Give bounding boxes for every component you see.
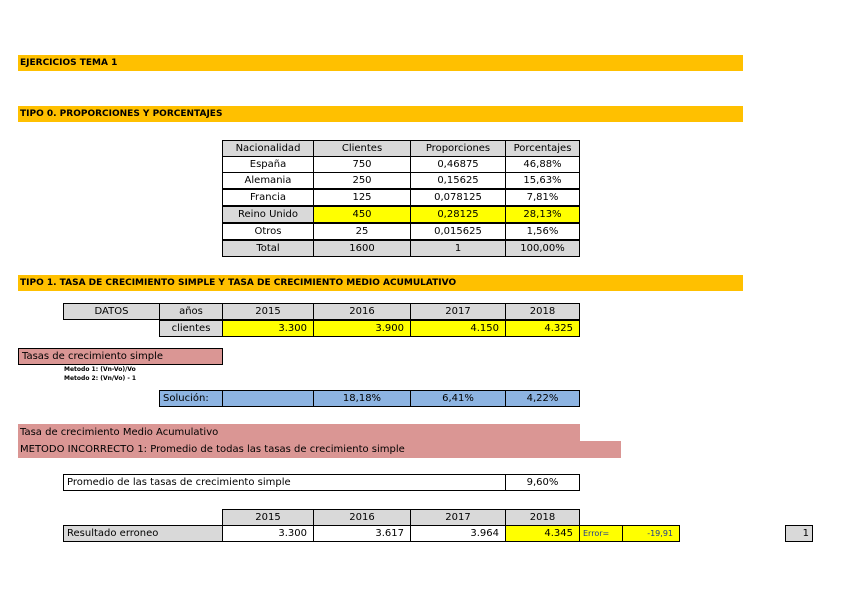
title-text: EJERCICIOS TEMA 1 xyxy=(20,58,118,68)
title-banner xyxy=(18,55,743,71)
row-otros-nacionalidad[interactable]: Otros xyxy=(222,223,314,240)
years-label[interactable]: años xyxy=(159,303,223,320)
clients-2015[interactable]: 3.300 xyxy=(222,320,314,337)
row-reinounido-nacionalidad[interactable]: Reino Unido xyxy=(222,206,314,223)
row-alemania-clientes[interactable]: 250 xyxy=(313,172,411,189)
result-2017[interactable]: 3.964 xyxy=(410,525,506,542)
average-value[interactable]: 9,60% xyxy=(505,474,580,491)
solution-2017[interactable]: 6,41% xyxy=(410,390,506,407)
year-2016[interactable]: 2016 xyxy=(313,303,411,320)
row-total-proporcion[interactable]: 1 xyxy=(410,240,506,257)
method2-note: Metodo 2: (Vn/Vo) - 1 xyxy=(64,375,137,382)
error-label[interactable]: Error= xyxy=(579,525,623,542)
header-proporciones[interactable]: Proporciones xyxy=(410,140,506,157)
year-2015[interactable]: 2015 xyxy=(222,303,314,320)
medio-acumulativo-text: Tasa de crecimiento Medio Acumulativo xyxy=(20,427,219,438)
section0-title: TIPO 0. PROPORCIONES Y PORCENTAJES xyxy=(20,109,223,119)
solution-label[interactable]: Solución: xyxy=(159,390,223,407)
year-2017[interactable]: 2017 xyxy=(410,303,506,320)
incorrect-method-text: METODO INCORRECTO 1: Promedio de todas las tasas de crecimiento simple xyxy=(20,444,405,455)
row-reinounido-clientes[interactable]: 450 xyxy=(313,206,411,223)
row-espana-proporcion[interactable]: 0,46875 xyxy=(410,156,506,173)
side-value-cell[interactable]: 1 xyxy=(785,525,813,542)
row-francia-nacionalidad[interactable]: Francia xyxy=(222,189,314,206)
row-espana-clientes[interactable]: 750 xyxy=(313,156,411,173)
result-label[interactable]: Resultado erroneo xyxy=(63,525,223,542)
clients-label[interactable]: clientes xyxy=(159,320,223,337)
clients-2016[interactable]: 3.900 xyxy=(313,320,411,337)
row-total-porcentaje[interactable]: 100,00% xyxy=(505,240,580,257)
row-alemania-nacionalidad[interactable]: Alemania xyxy=(222,172,314,189)
result-2018[interactable]: 4.345 xyxy=(505,525,580,542)
solution-2015[interactable] xyxy=(222,390,314,407)
clients-2018[interactable]: 4.325 xyxy=(505,320,580,337)
row-total-clientes[interactable]: 1600 xyxy=(313,240,411,257)
incorrect-method-title xyxy=(18,441,621,458)
row-reinounido-proporcion[interactable]: 0,28125 xyxy=(410,206,506,223)
datos-label[interactable]: DATOS xyxy=(63,303,160,320)
result-2015[interactable]: 3.300 xyxy=(222,525,314,542)
method1-note: Metodo 1: (Vn-Vo)/Vo xyxy=(64,366,136,373)
row-otros-porcentaje[interactable]: 1,56% xyxy=(505,223,580,240)
header-porcentajes[interactable]: Porcentajes xyxy=(505,140,580,157)
row-otros-proporcion[interactable]: 0,015625 xyxy=(410,223,506,240)
row-alemania-porcentaje[interactable]: 15,63% xyxy=(505,172,580,189)
year-2018[interactable]: 2018 xyxy=(505,303,580,320)
clients-2017[interactable]: 4.150 xyxy=(410,320,506,337)
result-2016[interactable]: 3.617 xyxy=(313,525,411,542)
row-espana-nacionalidad[interactable]: España xyxy=(222,156,314,173)
row-total-nacionalidad[interactable]: Total xyxy=(222,240,314,257)
section0-banner xyxy=(18,106,743,122)
result-year-2015[interactable]: 2015 xyxy=(222,509,314,526)
header-clientes[interactable]: Clientes xyxy=(313,140,411,157)
row-otros-clientes[interactable]: 25 xyxy=(313,223,411,240)
section1-banner xyxy=(18,275,743,291)
medio-acumulativo-title xyxy=(18,424,580,441)
result-year-2018[interactable]: 2018 xyxy=(505,509,580,526)
result-year-2016[interactable]: 2016 xyxy=(313,509,411,526)
average-label[interactable]: Promedio de las tasas de crecimiento simple xyxy=(63,474,506,491)
row-reinounido-porcentaje[interactable]: 28,13% xyxy=(505,206,580,223)
row-francia-porcentaje[interactable]: 7,81% xyxy=(505,189,580,206)
error-value[interactable]: -19,91 xyxy=(622,525,680,542)
simple-rate-title[interactable]: Tasas de crecimiento simple xyxy=(18,348,223,365)
row-francia-proporcion[interactable]: 0,078125 xyxy=(410,189,506,206)
row-francia-clientes[interactable]: 125 xyxy=(313,189,411,206)
result-year-2017[interactable]: 2017 xyxy=(410,509,506,526)
header-nacionalidad[interactable]: Nacionalidad xyxy=(222,140,314,157)
section1-title: TIPO 1. TASA DE CRECIMIENTO SIMPLE Y TASA DE CRECIMIENTO MEDIO ACUMULATIVO xyxy=(20,278,457,288)
row-espana-porcentaje[interactable]: 46,88% xyxy=(505,156,580,173)
row-alemania-proporcion[interactable]: 0,15625 xyxy=(410,172,506,189)
solution-2018[interactable]: 4,22% xyxy=(505,390,580,407)
solution-2016[interactable]: 18,18% xyxy=(313,390,411,407)
